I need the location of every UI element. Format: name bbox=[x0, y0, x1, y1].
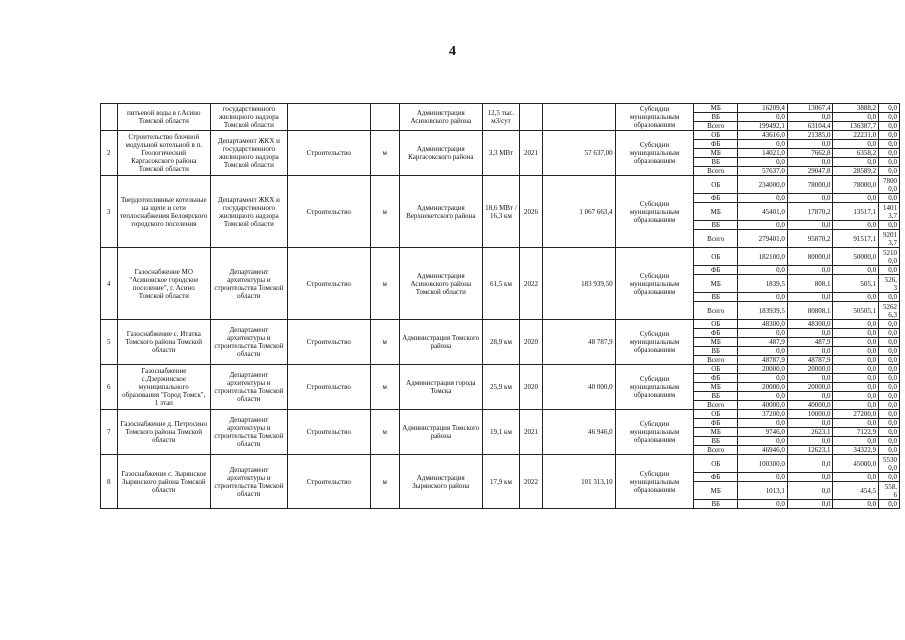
object-name: Газоснабжение МО "Асиновское городское поселение", г. Асино Томской области bbox=[117, 248, 210, 320]
funding-year-3: 0,0 bbox=[879, 320, 900, 329]
funding-year-1: 21385,0 bbox=[787, 131, 833, 140]
work-kind: Строительство bbox=[287, 455, 370, 509]
financing-form: Субсидии муниципальным образованиям bbox=[615, 131, 694, 176]
funding-year-2: 0,0 bbox=[833, 419, 879, 428]
funding-year-3: 0,0 bbox=[879, 446, 900, 455]
work-unit: м bbox=[370, 455, 399, 509]
funding-source: Всего bbox=[694, 302, 738, 320]
funding-year-3: 7800 0,0 bbox=[879, 176, 900, 194]
work-unit: м bbox=[370, 365, 399, 410]
funding-total: 0,0 bbox=[738, 500, 788, 509]
funding-year-3: 0,0 bbox=[879, 329, 900, 338]
funding-year-2: 0,0 bbox=[833, 221, 879, 230]
funding-year-2: 0,0 bbox=[833, 500, 879, 509]
object-customer: Департамент архитектуры и строительства Томской области bbox=[210, 455, 287, 509]
funding-year-1: 80808,1 bbox=[787, 302, 833, 320]
funding-source: ОБ bbox=[694, 131, 738, 140]
financing-form: Субсидии муниципальным образованиям bbox=[615, 410, 694, 455]
funding-year-2: 0,0 bbox=[833, 329, 879, 338]
funding-total: 14021,0 bbox=[738, 149, 788, 158]
funding-year-2: 50505,1 bbox=[833, 302, 879, 320]
funding-year-3: 0,0 bbox=[879, 104, 900, 113]
financing-form: Субсидии муниципальным образованиям bbox=[615, 248, 694, 320]
table-row bbox=[101, 410, 900, 419]
funding-source: ФБ bbox=[694, 266, 738, 275]
funding-total: 0,0 bbox=[738, 140, 788, 149]
funding-total: 0,0 bbox=[738, 158, 788, 167]
funding-total: 20000,0 bbox=[738, 383, 788, 392]
object-executor: Администрация Асиновского района Томской области bbox=[399, 248, 482, 320]
funding-year-1: 78000,0 bbox=[787, 176, 833, 194]
funding-year-2: 0,0 bbox=[833, 320, 879, 329]
funding-total: 37200,0 bbox=[738, 410, 788, 419]
funding-source: ОБ bbox=[694, 248, 738, 266]
funding-source: Всего bbox=[694, 401, 738, 410]
funding-source: ВБ bbox=[694, 500, 738, 509]
work-kind: Строительство bbox=[287, 320, 370, 365]
object-year: 2022 bbox=[520, 248, 543, 320]
funding-year-2: 91517,1 bbox=[833, 230, 879, 248]
funding-source: Всего bbox=[694, 230, 738, 248]
work-kind: Строительство bbox=[287, 248, 370, 320]
funding-year-3: 0,0 bbox=[879, 131, 900, 140]
financing-form: Субсидии муниципальным образованиям bbox=[615, 455, 694, 509]
object-number: 3 bbox=[101, 176, 118, 248]
funding-total: 48787,9 bbox=[738, 356, 788, 365]
funding-year-2: 0,0 bbox=[833, 401, 879, 410]
funding-year-1: 63104,4 bbox=[787, 122, 833, 131]
table-row bbox=[101, 104, 900, 113]
funding-year-2: 45000,0 bbox=[833, 455, 879, 473]
object-cost: 40 000,0 bbox=[542, 365, 615, 410]
object-name: Газоснабжение с. Итатка Томского района Томской области bbox=[117, 320, 210, 365]
object-number: 6 bbox=[101, 365, 118, 410]
funding-source: Всего bbox=[694, 122, 738, 131]
funding-year-2: 0,0 bbox=[833, 437, 879, 446]
financing-form: Субсидии муниципальным образованиям bbox=[615, 320, 694, 365]
object-cost: 183 939,50 bbox=[542, 248, 615, 320]
funding-year-1: 29047,8 bbox=[787, 167, 833, 176]
funding-source: МБ bbox=[694, 149, 738, 158]
funding-year-3: 0,0 bbox=[879, 401, 900, 410]
table-row bbox=[101, 248, 900, 266]
funding-year-1: 40000,0 bbox=[787, 401, 833, 410]
funding-source: ВБ bbox=[694, 293, 738, 302]
funding-year-2: 0,0 bbox=[833, 158, 879, 167]
object-capacity: 25,9 км bbox=[482, 365, 519, 410]
funding-source: МБ bbox=[694, 428, 738, 437]
financing-form: Субсидии муниципальным образованиям bbox=[615, 365, 694, 410]
funding-year-2: 0,0 bbox=[833, 365, 879, 374]
funding-year-2: 13517,1 bbox=[833, 203, 879, 221]
object-name: Газоснабжение с.Дзержинское муниципального образования "Город Томск", 1 этап bbox=[117, 365, 210, 410]
funding-year-2: 0,0 bbox=[833, 293, 879, 302]
funding-year-1: 2623,1 bbox=[787, 428, 833, 437]
funding-total: 100300,0 bbox=[738, 455, 788, 473]
funding-year-2: 6358,2 bbox=[833, 149, 879, 158]
funding-source: ВБ bbox=[694, 221, 738, 230]
funding-year-3: 0,0 bbox=[879, 167, 900, 176]
funding-total: 487,9 bbox=[738, 338, 788, 347]
object-name: питьевой воды в г.Асино Томской области bbox=[117, 104, 210, 131]
table-row bbox=[101, 176, 900, 194]
object-capacity: 61,5 км bbox=[482, 248, 519, 320]
funding-year-3: 0,0 bbox=[879, 356, 900, 365]
funding-year-2: 0,0 bbox=[833, 194, 879, 203]
funding-year-2: 0,0 bbox=[833, 383, 879, 392]
funding-year-1: 0,0 bbox=[787, 392, 833, 401]
funding-source: ФБ bbox=[694, 140, 738, 149]
object-capacity: 12,5 тыс. м3/сут bbox=[482, 104, 519, 131]
work-unit: м bbox=[370, 131, 399, 176]
funding-source: ВБ bbox=[694, 113, 738, 122]
funding-year-1: 0,0 bbox=[787, 437, 833, 446]
funding-total: 57637,0 bbox=[738, 167, 788, 176]
funding-source: МБ bbox=[694, 203, 738, 221]
funding-source: ОБ bbox=[694, 365, 738, 374]
object-customer: Департамент ЖКХ и государственного жилищного надзора Томской области bbox=[210, 176, 287, 248]
funding-total: 0,0 bbox=[738, 392, 788, 401]
funding-year-2: 0,0 bbox=[833, 140, 879, 149]
funding-year-1: 0,0 bbox=[787, 140, 833, 149]
funding-year-3: 0,0 bbox=[879, 347, 900, 356]
funding-total: 182100,0 bbox=[738, 248, 788, 266]
table-row bbox=[101, 455, 900, 473]
funding-source: ФБ bbox=[694, 374, 738, 383]
funding-year-1: 0,0 bbox=[787, 329, 833, 338]
object-cost: 1 067 663,4 bbox=[542, 176, 615, 248]
object-customer: Департамент архитектуры и строительства Томской области bbox=[210, 248, 287, 320]
funding-year-1: 0,0 bbox=[787, 266, 833, 275]
funding-year-2: 0,0 bbox=[833, 266, 879, 275]
funding-year-3: 0,0 bbox=[879, 194, 900, 203]
funding-source: Всего bbox=[694, 167, 738, 176]
funding-year-2: 0,0 bbox=[833, 356, 879, 365]
funding-year-1: 0,0 bbox=[787, 374, 833, 383]
object-customer: Департамент архитектуры и строительства Томской области bbox=[210, 365, 287, 410]
funding-year-1: 0,0 bbox=[787, 473, 833, 482]
funding-year-3: 0,0 bbox=[879, 473, 900, 482]
object-number: 8 bbox=[101, 455, 118, 509]
funding-year-2: 0,0 bbox=[833, 392, 879, 401]
funding-total: 1013,1 bbox=[738, 482, 788, 500]
funding-total: 16209,4 bbox=[738, 104, 788, 113]
object-year: 2022 bbox=[520, 455, 543, 509]
work-unit: м bbox=[370, 320, 399, 365]
funding-source: ФБ bbox=[694, 194, 738, 203]
funding-year-2: 28589,2 bbox=[833, 167, 879, 176]
funding-year-3: 0,0 bbox=[879, 410, 900, 419]
work-kind: Строительство bbox=[287, 131, 370, 176]
object-year bbox=[520, 104, 543, 131]
funding-year-3: 0,0 bbox=[879, 293, 900, 302]
funding-source: ВБ bbox=[694, 392, 738, 401]
funding-source: ОБ bbox=[694, 320, 738, 329]
funding-total: 0,0 bbox=[738, 329, 788, 338]
funding-source: ФБ bbox=[694, 419, 738, 428]
funding-year-2: 7122,9 bbox=[833, 428, 879, 437]
funding-source: ФБ bbox=[694, 329, 738, 338]
funding-year-1: 80000,0 bbox=[787, 248, 833, 266]
funding-source: ОБ bbox=[694, 176, 738, 194]
funding-year-1: 0,0 bbox=[787, 158, 833, 167]
funding-year-3: 1401 3,7 bbox=[879, 203, 900, 221]
funding-year-3: 526, 3 bbox=[879, 275, 900, 293]
funding-year-1: 13067,4 bbox=[787, 104, 833, 113]
table-row bbox=[101, 365, 900, 374]
funding-source: Всего bbox=[694, 446, 738, 455]
object-executor: Администрация Верхнекетского района bbox=[399, 176, 482, 248]
funding-year-3: 5262 6,3 bbox=[879, 302, 900, 320]
object-year: 2021 bbox=[520, 410, 543, 455]
object-cost: 46 946,0 bbox=[542, 410, 615, 455]
funding-source: ОБ bbox=[694, 410, 738, 419]
funding-source: МБ bbox=[694, 482, 738, 500]
funding-year-3: 0,0 bbox=[879, 158, 900, 167]
object-number bbox=[101, 104, 118, 131]
funding-year-2: 27200,0 bbox=[833, 410, 879, 419]
funding-source: Всего bbox=[694, 356, 738, 365]
funding-year-1: 7662,8 bbox=[787, 149, 833, 158]
funding-total: 0,0 bbox=[738, 221, 788, 230]
object-customer: Департамент архитектуры и строительства Томской области bbox=[210, 320, 287, 365]
funding-year-2: 78000,0 bbox=[833, 176, 879, 194]
funding-total: 0,0 bbox=[738, 113, 788, 122]
funding-year-3: 0,0 bbox=[879, 122, 900, 131]
funding-year-2: 0,0 bbox=[833, 338, 879, 347]
object-capacity: 3,3 МВт bbox=[482, 131, 519, 176]
object-name: Твердотопливные котельные на щепе и сети теплоснабжения Белоярского городского поселения bbox=[117, 176, 210, 248]
table-row bbox=[101, 131, 900, 140]
funding-total: 0,0 bbox=[738, 437, 788, 446]
object-executor: Администрация Каргасокского района bbox=[399, 131, 482, 176]
financing-form: Субсидии муниципальным образованиям bbox=[615, 104, 694, 131]
funding-year-2: 505,1 bbox=[833, 275, 879, 293]
funding-year-1: 48787,9 bbox=[787, 356, 833, 365]
funding-source: МБ bbox=[694, 383, 738, 392]
funding-year-2: 0,0 bbox=[833, 113, 879, 122]
funding-total: 0,0 bbox=[738, 374, 788, 383]
funding-year-3: 0,0 bbox=[879, 437, 900, 446]
financing-form: Субсидии муниципальным образованиям bbox=[615, 176, 694, 248]
funding-source: ОБ bbox=[694, 455, 738, 473]
funding-source: МБ bbox=[694, 338, 738, 347]
work-unit: м bbox=[370, 176, 399, 248]
funding-year-1: 48300,0 bbox=[787, 320, 833, 329]
funding-total: 183939,5 bbox=[738, 302, 788, 320]
funding-year-3: 0,0 bbox=[879, 428, 900, 437]
work-unit: м bbox=[370, 248, 399, 320]
funding-year-1: 0,0 bbox=[787, 293, 833, 302]
funding-source: ВБ bbox=[694, 158, 738, 167]
object-executor: Администрация Асиновского района bbox=[399, 104, 482, 131]
funding-year-1: 95870,2 bbox=[787, 230, 833, 248]
object-name: Строительство блочной модульной котельной в п. Геологический Каргасокского района Томской области bbox=[117, 131, 210, 176]
funding-total: 0,0 bbox=[738, 194, 788, 203]
funding-year-1: 0,0 bbox=[787, 347, 833, 356]
funding-total: 0,0 bbox=[738, 473, 788, 482]
object-cost: 101 313,10 bbox=[542, 455, 615, 509]
funding-year-3: 0,0 bbox=[879, 140, 900, 149]
funding-year-1: 17870,2 bbox=[787, 203, 833, 221]
work-kind: Строительство bbox=[287, 365, 370, 410]
funding-total: 46946,0 bbox=[738, 446, 788, 455]
funding-year-1: 0,0 bbox=[787, 221, 833, 230]
funding-total: 279401,0 bbox=[738, 230, 788, 248]
funding-total: 199492,1 bbox=[738, 122, 788, 131]
funding-total: 0,0 bbox=[738, 347, 788, 356]
funding-source: МБ bbox=[694, 275, 738, 293]
funding-year-2: 0,0 bbox=[833, 347, 879, 356]
funding-year-2: 34322,9 bbox=[833, 446, 879, 455]
object-customer: Департамент архитектуры и строительства Томской области bbox=[210, 410, 287, 455]
funding-year-3: 5530 0,0 bbox=[879, 455, 900, 473]
funding-total: 9746,0 bbox=[738, 428, 788, 437]
object-number: 4 bbox=[101, 248, 118, 320]
work-kind bbox=[287, 104, 370, 131]
funding-year-3: 558, 6 bbox=[879, 482, 900, 500]
object-customer: государственного жилищного надзора Томской области bbox=[210, 104, 287, 131]
funding-source: МБ bbox=[694, 104, 738, 113]
funding-year-3: 5210 0,0 bbox=[879, 248, 900, 266]
funding-year-3: 9201 3,7 bbox=[879, 230, 900, 248]
funding-total: 0,0 bbox=[738, 266, 788, 275]
funding-year-3: 0,0 bbox=[879, 221, 900, 230]
object-customer: Департамент ЖКХ и государственного жилищного надзора Томской области bbox=[210, 131, 287, 176]
funding-year-2: 3888,2 bbox=[833, 104, 879, 113]
object-capacity: 17,9 км bbox=[482, 455, 519, 509]
funding-total: 234000,0 bbox=[738, 176, 788, 194]
object-executor: Администрация города Томска bbox=[399, 365, 482, 410]
funding-source: ВБ bbox=[694, 347, 738, 356]
funding-total: 43616,0 bbox=[738, 131, 788, 140]
funding-year-1: 0,0 bbox=[787, 194, 833, 203]
object-number: 7 bbox=[101, 410, 118, 455]
funding-year-3: 0,0 bbox=[879, 338, 900, 347]
funding-year-3: 0,0 bbox=[879, 374, 900, 383]
funding-year-1: 20000,0 bbox=[787, 383, 833, 392]
funding-year-1: 10000,0 bbox=[787, 410, 833, 419]
object-executor: Администрация Томского района bbox=[399, 320, 482, 365]
funding-year-3: 0,0 bbox=[879, 383, 900, 392]
object-name: Газоснабжение д. Петросино Томского района Томской области bbox=[117, 410, 210, 455]
object-year: 2020 bbox=[520, 365, 543, 410]
funding-year-3: 0,0 bbox=[879, 392, 900, 401]
object-name: Газоснабжение с. Зырянское Зырянского района Томской области bbox=[117, 455, 210, 509]
funding-year-3: 0,0 bbox=[879, 113, 900, 122]
funding-year-3: 0,0 bbox=[879, 500, 900, 509]
funding-total: 0,0 bbox=[738, 293, 788, 302]
funding-year-1: 0,0 bbox=[787, 113, 833, 122]
object-executor: Администрация Томского района bbox=[399, 410, 482, 455]
funding-total: 0,0 bbox=[738, 419, 788, 428]
table-row bbox=[101, 320, 900, 329]
funding-year-2: 136387,7 bbox=[833, 122, 879, 131]
funding-year-1: 12623,1 bbox=[787, 446, 833, 455]
funding-total: 45401,0 bbox=[738, 203, 788, 221]
funding-year-1: 0,0 bbox=[787, 482, 833, 500]
work-unit bbox=[370, 104, 399, 131]
funding-year-2: 0,0 bbox=[833, 473, 879, 482]
funding-year-1: 0,0 bbox=[787, 455, 833, 473]
object-cost: 57 637,00 bbox=[542, 131, 615, 176]
funding-year-1: 0,0 bbox=[787, 500, 833, 509]
funding-year-3: 0,0 bbox=[879, 149, 900, 158]
funding-year-3: 0,0 bbox=[879, 419, 900, 428]
investment-table bbox=[100, 103, 900, 509]
funding-total: 40000,0 bbox=[738, 401, 788, 410]
funding-year-2: 22231,0 bbox=[833, 131, 879, 140]
object-year: 2026 bbox=[520, 176, 543, 248]
object-year: 2020 bbox=[520, 320, 543, 365]
funding-year-1: 20000,0 bbox=[787, 365, 833, 374]
funding-year-3: 0,0 bbox=[879, 365, 900, 374]
object-cost bbox=[542, 104, 615, 131]
object-capacity: 19,1 км bbox=[482, 410, 519, 455]
funding-source: ФБ bbox=[694, 473, 738, 482]
object-capacity: 18,6 МВт / 16,3 км bbox=[482, 176, 519, 248]
work-kind: Строительство bbox=[287, 176, 370, 248]
object-capacity: 28,9 км bbox=[482, 320, 519, 365]
funding-source: ВБ bbox=[694, 437, 738, 446]
funding-year-1: 0,0 bbox=[787, 419, 833, 428]
page-number: 4 bbox=[449, 44, 456, 59]
funding-year-1: 487,9 bbox=[787, 338, 833, 347]
object-executor: Администрация Зырянского района bbox=[399, 455, 482, 509]
object-number: 5 bbox=[101, 320, 118, 365]
funding-total: 1839,5 bbox=[738, 275, 788, 293]
funding-year-2: 50000,0 bbox=[833, 248, 879, 266]
funding-year-3: 0,0 bbox=[879, 266, 900, 275]
work-kind: Строительство bbox=[287, 410, 370, 455]
funding-year-2: 454,5 bbox=[833, 482, 879, 500]
object-number: 2 bbox=[101, 131, 118, 176]
object-cost: 48 787,9 bbox=[542, 320, 615, 365]
funding-total: 48300,0 bbox=[738, 320, 788, 329]
funding-total: 20000,0 bbox=[738, 365, 788, 374]
funding-year-2: 0,0 bbox=[833, 374, 879, 383]
object-year: 2021 bbox=[520, 131, 543, 176]
work-unit: м bbox=[370, 410, 399, 455]
funding-year-1: 808,1 bbox=[787, 275, 833, 293]
